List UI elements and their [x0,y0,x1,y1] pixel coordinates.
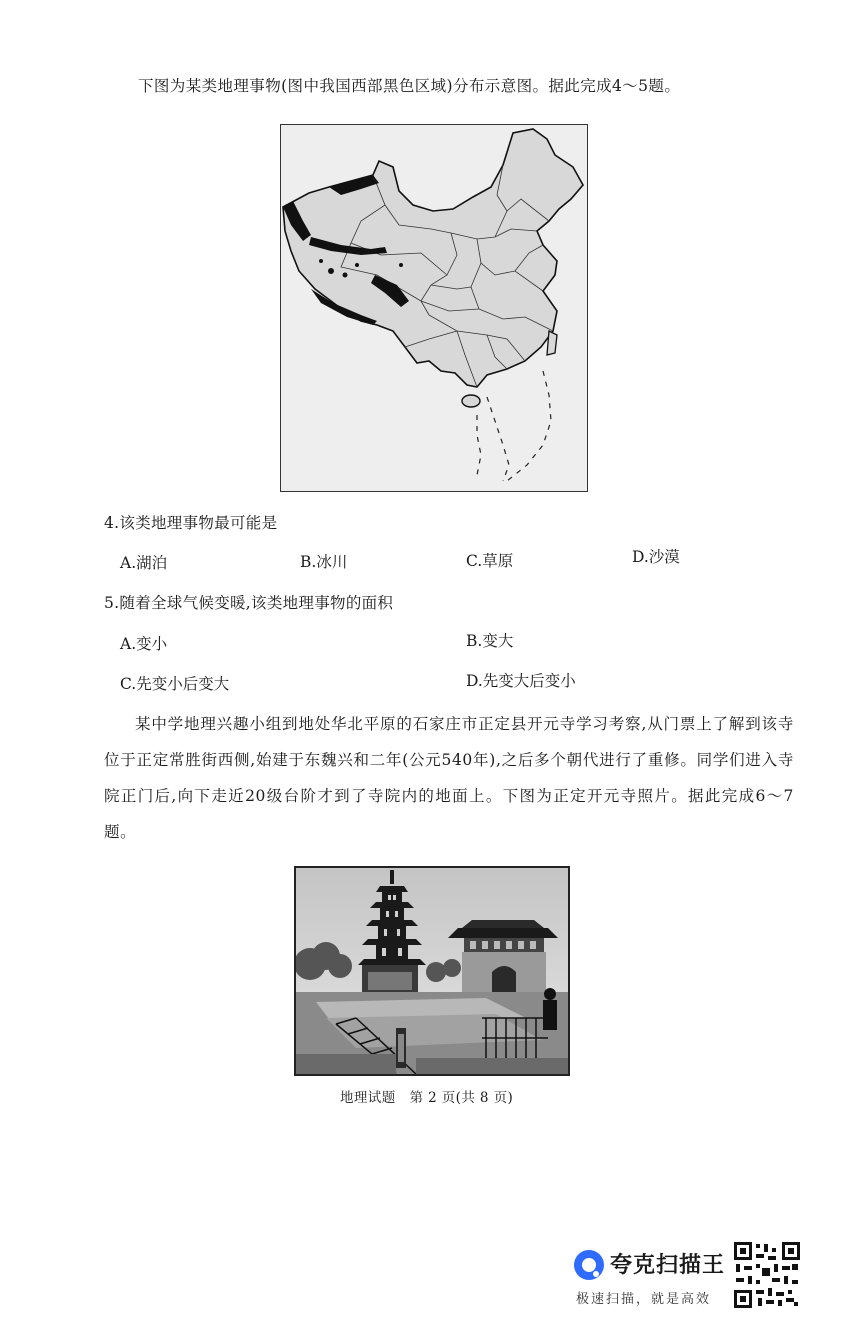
brand-slogan: 极速扫描，就是高效 [576,1292,712,1307]
question-4-option-d[interactable]: D.沙漠 [632,548,680,566]
question-5-option-d[interactable]: D.先变大后变小 [466,672,576,690]
intro-questions-4-5: 下图为某类地理事物(图中我国西部黑色区域)分布示意图。据此完成4～5题。 [138,77,681,95]
quark-logo-icon [572,1248,606,1282]
question-4-option-b[interactable]: B.冰川 [300,553,348,571]
question-5-stem: 5.随着全球气候变暖,该类地理事物的面积 [104,594,394,612]
question-5-option-c[interactable]: C.先变小后变大 [120,675,230,693]
kaiyuan-temple-photo [294,866,570,1076]
temple-photo-illustration [296,868,568,1074]
question-5-option-a[interactable]: A.变小 [120,635,168,653]
page-footer: 地理试题 第 2 页(共 8 页) [340,1090,514,1106]
brand-name: 夸克扫描王 [610,1253,726,1278]
intro-questions-6-7: 某中学地理兴趣小组到地处华北平原的石家庄市正定县开元寺学习考察,从门票上了解到该寺位于正定常胜街西侧,始建于东魏兴和二年(公元540年),之后多个朝代进行了重修。同学们进入寺院正门后,向下走近20级台阶才到了寺院内的地面上。下图为正定开元寺照片。据此完成6～7题。 [104,715,794,841]
question-5-option-b[interactable]: B.变大 [466,632,514,650]
question-4-option-c[interactable]: C.草原 [466,552,514,570]
china-map-figure [280,124,588,492]
scanner-watermark [572,1240,732,1310]
question-4-option-a[interactable]: A.湖泊 [120,554,168,572]
china-map-illustration [281,125,586,490]
qr-code-icon[interactable] [732,1240,802,1310]
question-4-stem: 4.该类地理事物最可能是 [104,514,278,532]
